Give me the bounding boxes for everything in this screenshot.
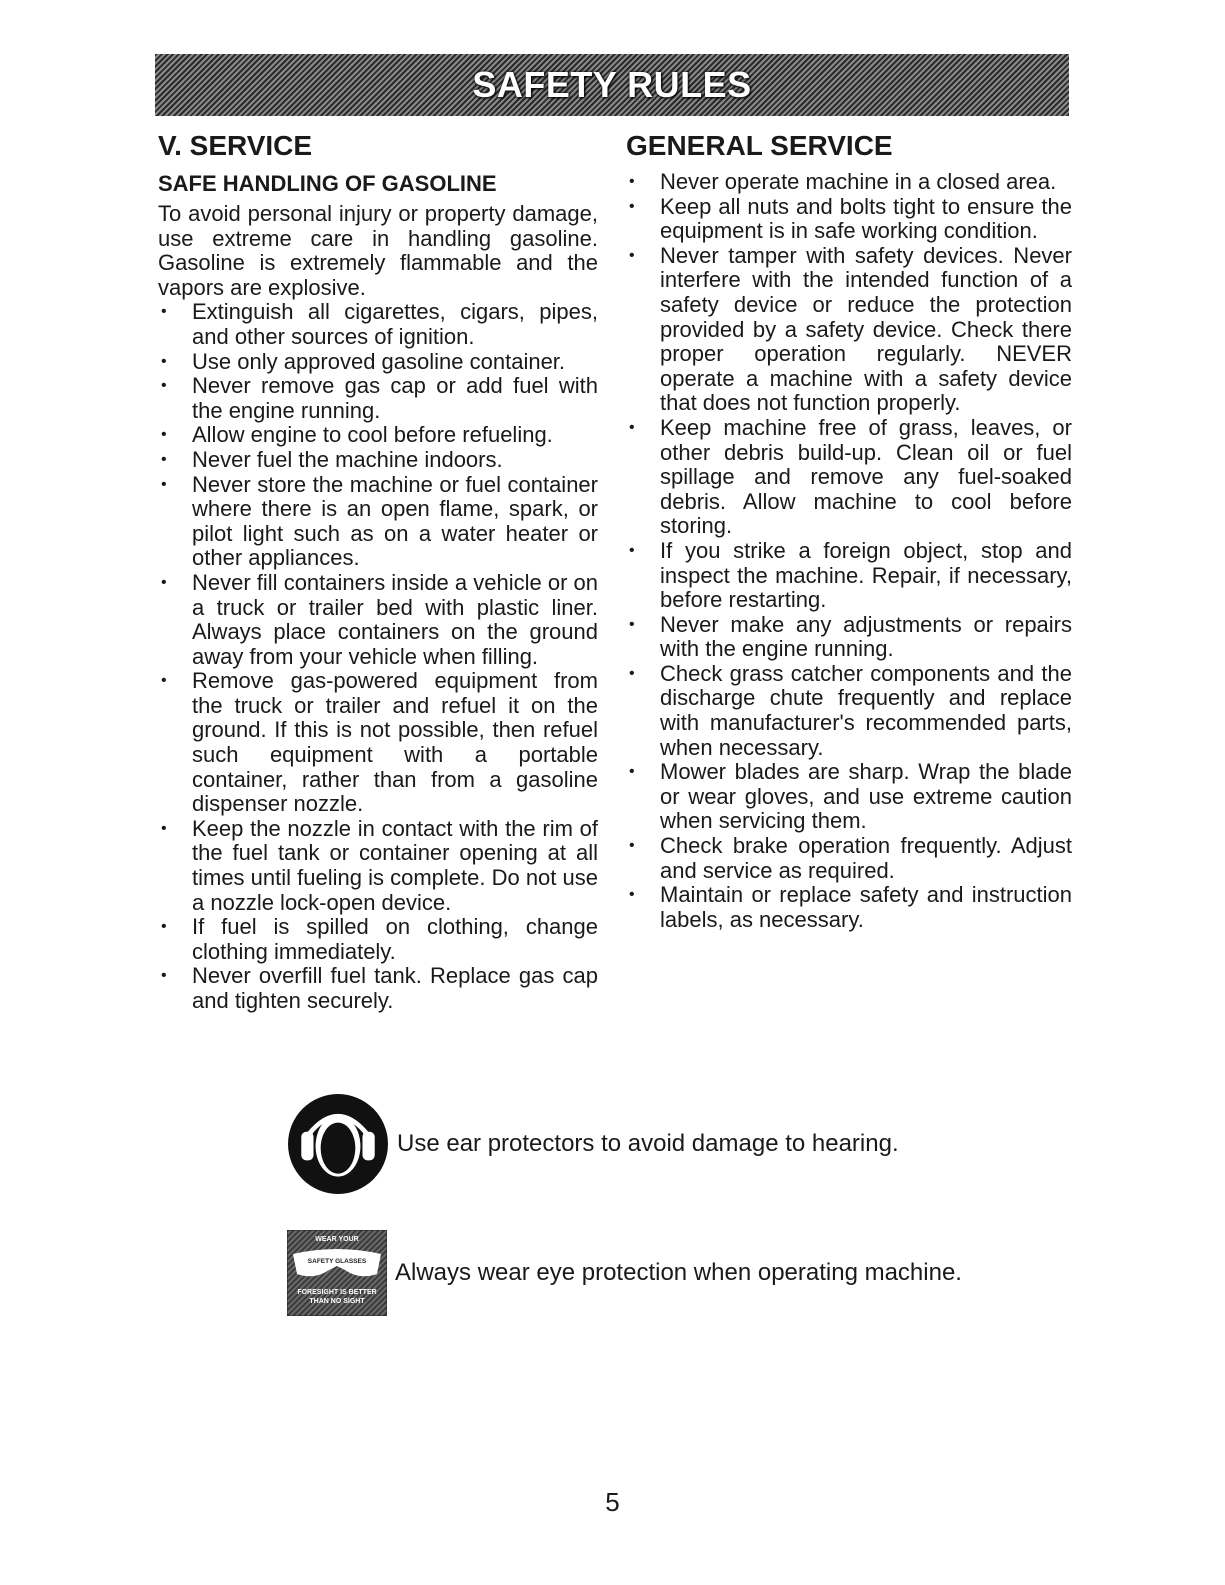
general-service-list xyxy=(626,170,1072,932)
list-item: • Remove gas-powered equipment from the truck or trailer and refuel it on the ground. If this is not possible, then refuel such equipment with a portable container, rather than from a gasoline dispenser nozzle. xyxy=(158,669,598,817)
gasoline-rules-list xyxy=(158,300,598,1013)
list-item: • Never fill containers inside a vehicle or on a truck or trailer bed with plastic liner. Always place containers on the ground away from your vehicle when filling. xyxy=(158,571,598,669)
list-item: • Never store the machine or fuel container where there is an open flame, spark, or pilot light such as on a water heater or other appliances. xyxy=(158,473,598,571)
eye-protection-notice xyxy=(287,1230,962,1316)
section-title-service: V. SERVICE xyxy=(158,130,313,161)
page-title: SAFETY RULES xyxy=(472,64,752,105)
header-banner xyxy=(155,54,1069,116)
badge-line2: SAFETY GLASSES xyxy=(307,1258,367,1265)
list-item: • Check brake operation frequently. Adjust and service as required. xyxy=(626,834,1072,883)
section-title-general-service: GENERAL SERVICE xyxy=(626,130,893,161)
eye-protection-text: Always wear eye protection when operating machine. xyxy=(395,1259,962,1286)
ear-protection-text: Use ear protectors to avoid damage to hearing. xyxy=(397,1130,899,1157)
list-item: • Never tamper with safety devices. Never interfere with the intended function of a safety device or reduce the protection provided by a safety device. Check there proper operation regularly. NEVER operate a machine with a safety device that does not function properly. xyxy=(626,244,1072,416)
subsection-title-gasoline: SAFE HANDLING OF GASOLINE xyxy=(158,171,497,196)
list-item: • Keep machine free of grass, leaves, or other debris build-up. Clean oil or fuel spillage and remove any fuel-soaked debris. Allow machine to cool before storing. xyxy=(626,416,1072,539)
list-item: • Never overfill fuel tank. Replace gas cap and tighten securely. xyxy=(158,964,598,1013)
list-item: • Mower blades are sharp. Wrap the blade or wear gloves, and use extreme caution when servicing them. xyxy=(626,760,1072,834)
list-item: • Extinguish all cigarettes, cigars, pipes, and other sources of ignition. xyxy=(158,300,598,349)
right-column xyxy=(626,128,1072,932)
list-item: • Never remove gas cap or add fuel with the engine running. xyxy=(158,374,598,423)
ear-protection-notice xyxy=(287,1093,899,1195)
list-item: • Never make any adjustments or repairs with the engine running. xyxy=(626,613,1072,662)
list-item: • Never operate machine in a closed area. xyxy=(626,170,1072,195)
badge-line1: WEAR YOUR xyxy=(315,1236,359,1243)
list-item: • Check grass catcher components and the discharge chute frequently and replace with manufacturer's recommended parts, when necessary. xyxy=(626,662,1072,760)
intro-paragraph: To avoid personal injury or property damage, use extreme care in handling gasoline. Gasoline is extremely flammable and the vapors are explosive. xyxy=(158,201,598,300)
badge-line3: FORESIGHT IS BETTER xyxy=(297,1289,377,1296)
list-item: • If fuel is spilled on clothing, change clothing immediately. xyxy=(158,915,598,964)
list-item: • Never fuel the machine indoors. xyxy=(158,448,598,473)
badge-line4: THAN NO SIGHT xyxy=(309,1298,365,1305)
list-item: • Keep all nuts and bolts tight to ensure the equipment is in safe working condition. xyxy=(626,195,1072,244)
list-item: • If you strike a foreign object, stop and inspect the machine. Repair, if necessary, before restarting. xyxy=(626,539,1072,613)
page-number: 5 xyxy=(605,1487,620,1517)
ear-protector-icon xyxy=(287,1093,389,1195)
list-item: • Keep the nozzle in contact with the rim of the fuel tank or container opening at all times until fueling is complete. Do not use a nozzle lock-open device. xyxy=(158,817,598,915)
left-column xyxy=(158,128,598,1014)
safety-glasses-icon xyxy=(287,1230,387,1316)
list-item: • Use only approved gasoline container. xyxy=(158,350,598,375)
list-item: • Maintain or replace safety and instruction labels, as necessary. xyxy=(626,883,1072,932)
list-item: • Allow engine to cool before refueling. xyxy=(158,423,598,448)
